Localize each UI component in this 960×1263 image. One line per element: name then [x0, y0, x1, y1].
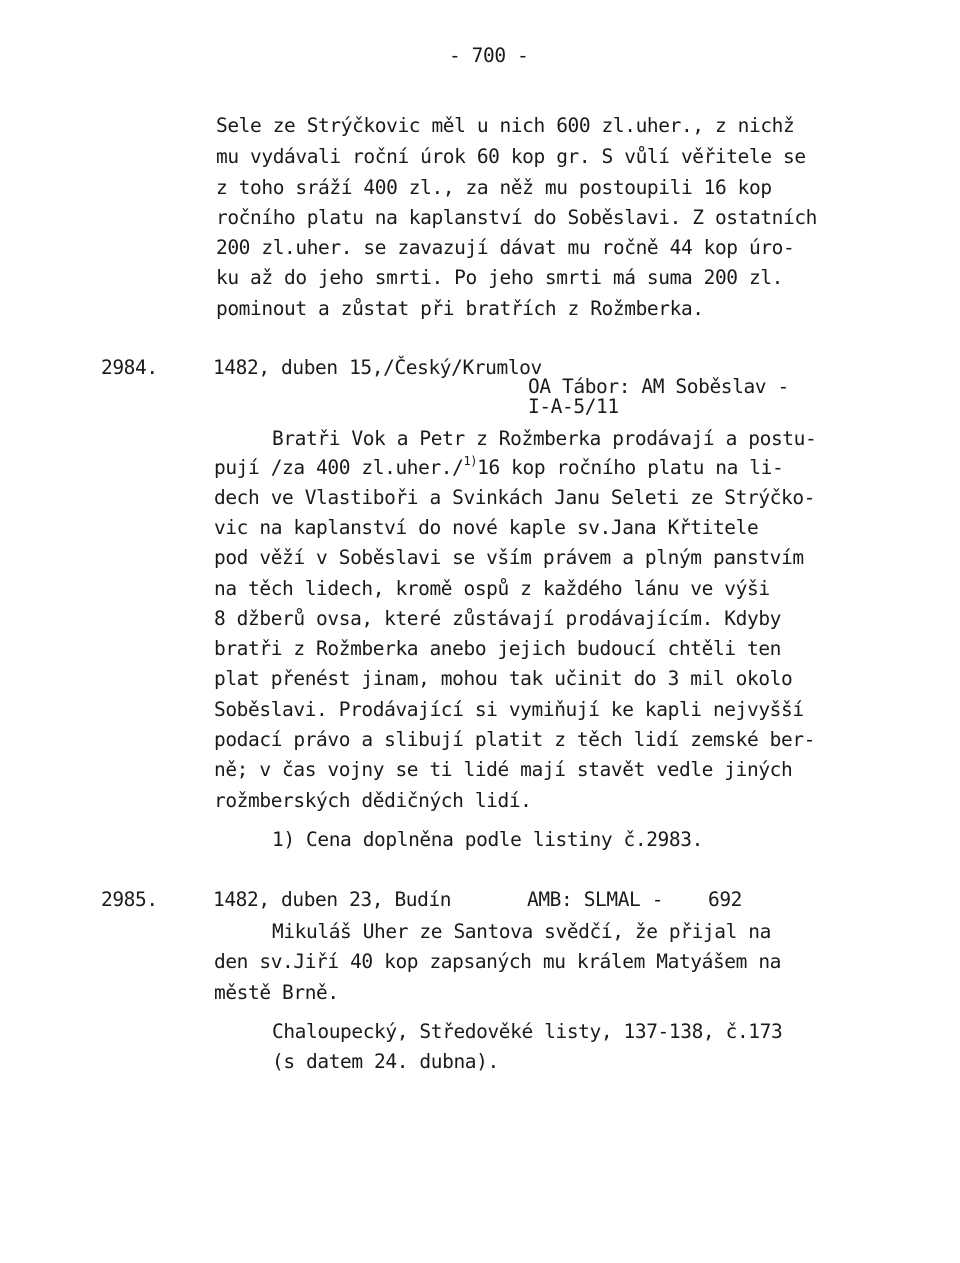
entry-heading: 1482, duben 15,/Český/Krumlov	[213, 356, 542, 379]
text-line: městě Brně.	[214, 981, 339, 1004]
text-line: Sele ze Strýčkovic měl u nich 600 zl.uher., z nichž	[216, 114, 795, 137]
citation: Chaloupecký, Středověké listy, 137-138, č.173	[272, 1020, 783, 1043]
text-line: ku až do jeho smrti. Po jeho smrti má suma 200 zl.	[216, 266, 783, 289]
text-line: na těch lidech, kromě ospů z každého lánu ve výši	[214, 577, 770, 600]
archive-reference: AMB: SLMAL -	[527, 888, 664, 911]
text-line: bratři z Rožmberka anebo jejich budoucí chtěli ten	[214, 637, 781, 660]
page-number: - 700 -	[449, 44, 529, 67]
text-line: pominout a zůstat při bratřích z Rožmberka.	[216, 297, 704, 320]
text-line: dech ve Vlastiboři a Svinkách Janu Seleti ze Strýčko-	[214, 486, 816, 509]
text-line: Soběslavi. Prodávající si vymiňují ke kapli nejvyšší	[214, 698, 804, 721]
archive-number: 692	[708, 888, 743, 911]
entry-heading: 1482, duben 23, Budín	[213, 888, 452, 911]
footnote-mark: 1)	[463, 454, 478, 468]
text-fragment: pují /za 400 zl.uher./	[214, 456, 464, 479]
text-line: 8 džberů ovsa, které zůstávají prodávajícím. Kdyby	[214, 607, 781, 630]
text-line: Mikuláš Uher ze Santova svědčí, že přijal na	[272, 920, 771, 943]
text-line: Bratři Vok a Petr z Rožmberka prodávají a postu-	[272, 427, 817, 450]
text-line: z toho sráží 400 zl., za něž mu postoupili 16 kop	[216, 176, 772, 199]
text-line: podací právo a slibují platit z těch lidí zemské ber-	[214, 728, 816, 751]
text-line: den sv.Jiří 40 kop zapsaných mu králem Matyášem na	[214, 950, 781, 973]
footnote: 1) Cena doplněna podle listiny č.2983.	[272, 828, 703, 851]
text-fragment: 16 kop ročního platu na li-	[477, 456, 784, 479]
text-line: 200 zl.uher. se zavazují dávat mu ročně 44 kop úro-	[216, 236, 795, 259]
entry-number: 2984.	[101, 356, 158, 379]
text-line: ně; v čas vojny se ti lidé mají stavět vedle jiných	[214, 758, 793, 781]
text-line	[214, 454, 784, 479]
text-line: vic na kaplanství do nové kaple sv.Jana Křtitele	[214, 516, 759, 539]
entry-number: 2985.	[101, 888, 158, 911]
text-line: plat přenést jinam, mohou tak učinit do 3 mil okolo	[214, 667, 793, 690]
text-line: ročního platu na kaplanství do Soběslavi. Z ostatních	[216, 206, 818, 229]
archive-reference: I-A-5/11	[528, 395, 619, 418]
text-line: mu vydávali roční úrok 60 kop gr. S vůlí věřitele se	[216, 145, 806, 168]
citation: (s datem 24. dubna).	[272, 1050, 499, 1073]
text-line: rožmberských dědičných lidí.	[214, 789, 532, 812]
archive-reference: OA Tábor: AM Soběslav -	[528, 375, 789, 398]
text-line: pod věží v Soběslavi se vším právem a plným panstvím	[214, 546, 804, 569]
